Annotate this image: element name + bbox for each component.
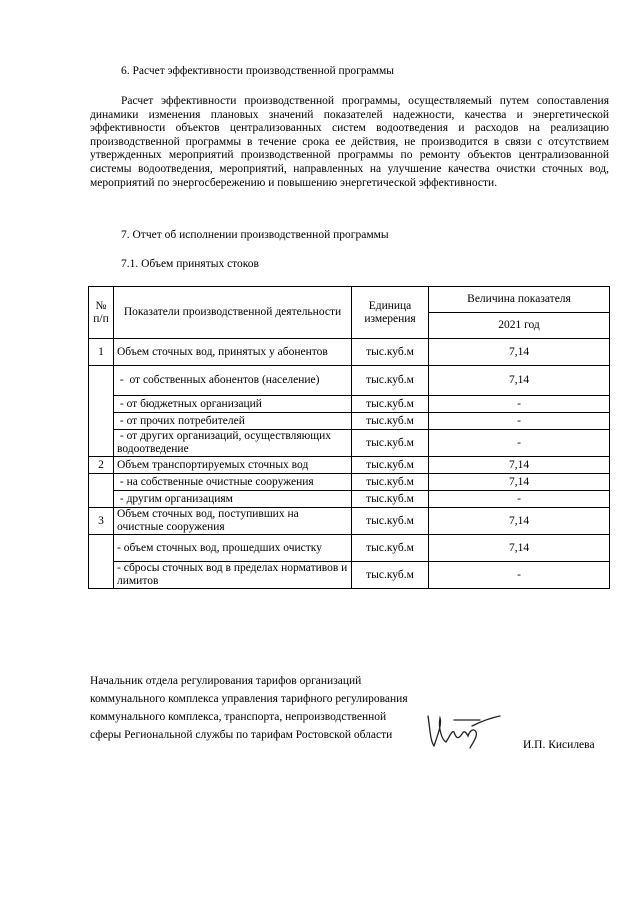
table-row: [89, 430, 610, 457]
row-indicator: Объем транспортируемых сточных вод: [114, 457, 352, 474]
table-row: [89, 366, 610, 396]
header-indicator: Показатели производственной деятельности: [114, 287, 352, 339]
row-unit: тыс.куб.м: [352, 562, 429, 589]
accepted-wastewater-table: [88, 286, 610, 589]
row-number: [89, 366, 114, 457]
header-value-group: Величина показателя: [429, 287, 610, 313]
row-unit: тыс.куб.м: [352, 474, 429, 491]
row-value: -: [429, 491, 610, 508]
row-indicator: Объем сточных вод, принятых у абонентов: [114, 339, 352, 366]
row-value: -: [429, 562, 610, 589]
table-row: [89, 562, 610, 589]
row-unit: тыс.куб.м: [352, 396, 429, 413]
row-indicator: - от прочих потребителей: [114, 413, 352, 430]
row-number: [89, 535, 114, 589]
section-7-1-subtitle: 7.1. Объем принятых стоков: [121, 258, 259, 270]
row-value: -: [429, 396, 610, 413]
row-unit: тыс.куб.м: [352, 339, 429, 366]
table-row: [89, 491, 610, 508]
row-value: 7,14: [429, 339, 610, 366]
row-number: 1: [89, 339, 114, 366]
table-row: [89, 474, 610, 491]
row-unit: тыс.куб.м: [352, 535, 429, 562]
row-indicator: - на собственные очистные сооружения: [114, 474, 352, 491]
signatory-position: Начальник отдела регулирования тарифов организаций коммунального комплекса управления тарифного регулирования коммунального комплекса, транспорта, непроизводственной сферы Региональной службы по тарифам Ростовской области: [90, 675, 408, 741]
section-6-paragraph: Расчет эффективности производственной программы, осуществляемый путем сопоставления динамики изменения плановых значений показателей надежности, качества и энергетической эффективности объектов централизованных систем водоотведения и расходов на реализацию производственной программы в течение срока ее действия, не производится в связи с отсутствием утвержденных мероприятий производственной программы по ремонту объектов централизованной системы водоотведения, мероприятий, направленных на улучшение качества очистки сточных вод, мероприятий по энергосбережению и повышению энергетической эффективности.: [90, 95, 609, 189]
row-value: -: [429, 413, 610, 430]
row-value: -: [429, 430, 610, 457]
row-indicator: - от других организаций, осуществляющих водоотведение: [114, 430, 352, 457]
row-indicator: Объем сточных вод, поступивших на очистные сооружения: [114, 508, 352, 535]
signatory-name: И.П. Кисилева: [523, 739, 595, 751]
row-value: 7,14: [429, 474, 610, 491]
table-row: [89, 339, 610, 366]
row-value: 7,14: [429, 366, 610, 396]
section-6-title: 6. Расчет эффективности производственной программы: [121, 65, 395, 77]
table-row: [89, 396, 610, 413]
row-indicator: - от бюджетных организаций: [114, 396, 352, 413]
row-unit: тыс.куб.м: [352, 508, 429, 535]
section-7-title: 7. Отчет об исполнении производственной программы: [121, 229, 389, 241]
table-row: [89, 413, 610, 430]
row-number: [89, 474, 114, 508]
row-unit: тыс.куб.м: [352, 491, 429, 508]
row-unit: тыс.куб.м: [352, 457, 429, 474]
row-unit: тыс.куб.м: [352, 413, 429, 430]
row-value: 7,14: [429, 508, 610, 535]
row-value: 7,14: [429, 457, 610, 474]
row-indicator: - сбросы сточных вод в пределах нормативов и лимитов: [114, 562, 352, 589]
table-row: [89, 457, 610, 474]
handwritten-signature: [420, 706, 504, 756]
header-num: № п/п: [89, 287, 114, 339]
row-number: 3: [89, 508, 114, 535]
header-unit: Единица измерения: [352, 287, 429, 339]
row-indicator: - другим организациям: [114, 491, 352, 508]
row-number: 2: [89, 457, 114, 474]
row-value: 7,14: [429, 535, 610, 562]
row-unit: тыс.куб.м: [352, 366, 429, 396]
table-row: [89, 535, 610, 562]
table-row: [89, 508, 610, 535]
header-year: 2021 год: [429, 313, 610, 339]
row-unit: тыс.куб.м: [352, 430, 429, 457]
row-indicator: - объем сточных вод, прошедших очистку: [114, 535, 352, 562]
row-indicator: - от собственных абонентов (население): [114, 366, 352, 396]
